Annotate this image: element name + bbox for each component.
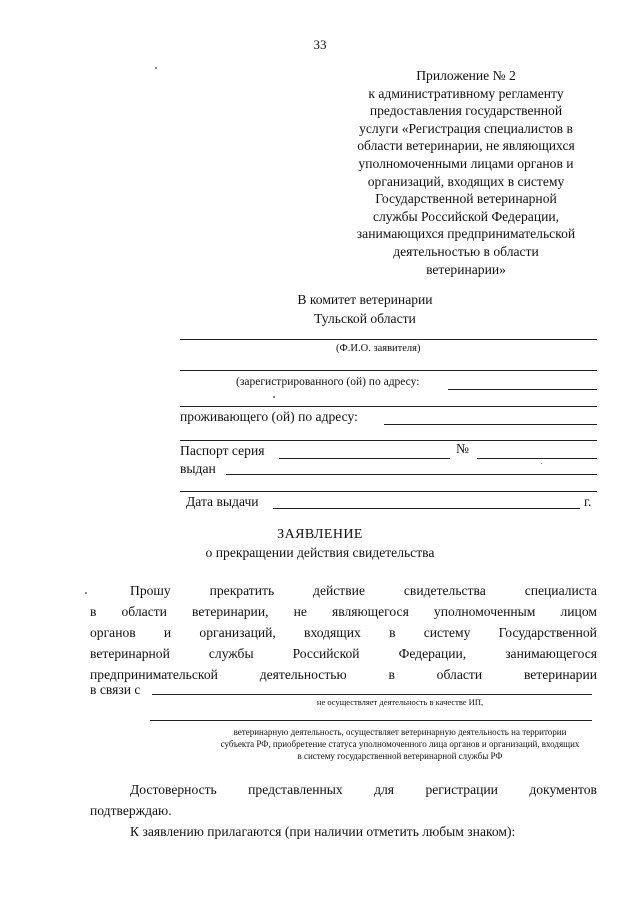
word: области bbox=[121, 604, 167, 619]
hint-line: субъекта РФ, приобретение статуса уполномоченного лица органов и организаций, входящих bbox=[220, 739, 580, 749]
addressee-line-1: В комитет ветеринарии bbox=[297, 292, 433, 307]
reason-line[interactable] bbox=[152, 694, 592, 695]
registered-address-line-2[interactable] bbox=[180, 406, 597, 407]
word: ветеринарии bbox=[523, 667, 598, 682]
issued-by-line[interactable] bbox=[226, 474, 597, 475]
appendix-line: ветеринарии» bbox=[426, 261, 506, 277]
word: предпринимательской bbox=[90, 667, 218, 682]
statement-line bbox=[90, 580, 597, 601]
appendix-line: занимающихся предпринимательской bbox=[356, 226, 576, 242]
scan-speck bbox=[155, 67, 157, 69]
registered-address-label: (зарегистрированного (ой) по адресу: bbox=[236, 376, 420, 388]
word: Российской bbox=[292, 646, 360, 661]
appendix-line: уполномоченными лицами органов и bbox=[358, 155, 574, 171]
scan-speck bbox=[541, 463, 542, 464]
word: Федерации, bbox=[398, 646, 467, 661]
attachments-line: К заявлению прилагаются (при наличии отметить любым знаком): bbox=[130, 824, 516, 839]
word: лицом bbox=[560, 604, 597, 619]
word: деятельностью bbox=[259, 667, 347, 682]
word: в bbox=[388, 667, 395, 682]
word: Государственной bbox=[498, 625, 597, 640]
statement-line bbox=[90, 622, 597, 643]
scan-speck bbox=[273, 396, 275, 398]
scan-speck bbox=[85, 592, 87, 594]
appendix-line: услуги «Регистрация специалистов в bbox=[359, 120, 573, 136]
word: входящих bbox=[304, 625, 361, 640]
issued-by-label: выдан bbox=[180, 461, 216, 476]
word: не bbox=[293, 604, 307, 619]
addressee-block bbox=[250, 290, 480, 328]
statement-title: ЗАЯВЛЕНИЕ bbox=[277, 527, 363, 542]
word: ветеринарной bbox=[90, 646, 170, 661]
issued-by-line-2[interactable] bbox=[180, 491, 597, 492]
fio-line[interactable] bbox=[180, 339, 597, 340]
applicant-line-2[interactable] bbox=[180, 370, 597, 371]
page-number: 33 bbox=[313, 37, 327, 52]
appendix-line: области ветеринарии, не являющихся bbox=[357, 138, 575, 154]
word: ветеринарии, bbox=[192, 604, 269, 619]
word: Прошу bbox=[130, 583, 171, 598]
reason-hint-block bbox=[180, 726, 620, 762]
word: организаций, bbox=[199, 625, 276, 640]
statement-line bbox=[90, 664, 597, 685]
word: в bbox=[389, 625, 396, 640]
word: документов bbox=[529, 782, 597, 797]
appendix-line: деятельностью в области bbox=[393, 243, 539, 259]
year-suffix: г. bbox=[584, 494, 592, 509]
residing-address-line-2[interactable] bbox=[180, 440, 597, 441]
word: органов bbox=[90, 625, 136, 640]
passport-number-label: № bbox=[456, 441, 469, 456]
reason-hint: не осуществляет деятельность в качестве ИП, bbox=[316, 697, 484, 707]
appendix-line: службы Российской Федерации, bbox=[372, 208, 560, 224]
word: в bbox=[90, 604, 97, 619]
word: для bbox=[374, 782, 395, 797]
issue-date-line[interactable] bbox=[273, 508, 580, 509]
hint-line: в систему государственной ветеринарной службы РФ bbox=[297, 751, 503, 761]
word: области bbox=[436, 667, 483, 682]
word: службы bbox=[208, 646, 254, 661]
residing-address-label: проживающего (ой) по адресу: bbox=[180, 409, 358, 424]
statement-line bbox=[90, 601, 597, 622]
statement-line bbox=[90, 643, 597, 664]
word: действие bbox=[313, 583, 365, 598]
reason-label: в связи с bbox=[90, 682, 141, 697]
appendix-header bbox=[318, 67, 614, 278]
statement-subtitle: о прекращении действия свидетельства bbox=[205, 545, 435, 560]
appendix-line: организаций, входящих в систему bbox=[367, 173, 565, 189]
word: систему bbox=[423, 625, 471, 640]
appendix-line: Государственной ветеринарной bbox=[375, 191, 557, 207]
word: прекратить bbox=[209, 583, 275, 598]
appendix-line: к административному регламенту bbox=[368, 85, 564, 101]
word: представленных bbox=[248, 782, 343, 797]
passport-series-line[interactable] bbox=[279, 458, 450, 459]
word: Достоверность bbox=[130, 782, 217, 797]
registered-address-line[interactable] bbox=[448, 389, 597, 390]
hint-line: ветеринарную деятельность, осуществляет ветеринарную деятельность на территории bbox=[233, 727, 567, 737]
word: являющегося bbox=[331, 604, 409, 619]
statement-body bbox=[90, 580, 597, 685]
reason-line-2[interactable] bbox=[150, 720, 592, 721]
appendix-line: предоставления государственной bbox=[369, 103, 563, 119]
word: специалиста bbox=[524, 583, 597, 598]
passport-number-line[interactable] bbox=[477, 458, 597, 459]
appendix-line: Приложение № 2 bbox=[416, 68, 516, 83]
word: свидетельства bbox=[403, 583, 486, 598]
word: уполномоченным bbox=[433, 604, 536, 619]
fio-caption: (Ф.И.О. заявителя) bbox=[336, 343, 421, 354]
word: регистрации bbox=[425, 782, 498, 797]
confirmation-block bbox=[90, 779, 597, 842]
confirmation-line-2: подтверждаю. bbox=[90, 803, 172, 818]
word: занимающегося bbox=[505, 646, 597, 661]
addressee-line-2: Тульской области bbox=[314, 311, 416, 326]
word: и bbox=[163, 625, 172, 640]
issue-date-label: Дата выдачи bbox=[186, 494, 259, 509]
residing-address-line[interactable] bbox=[384, 424, 597, 425]
passport-series-label: Паспорт серия bbox=[180, 443, 265, 458]
confirmation-line bbox=[90, 779, 597, 800]
